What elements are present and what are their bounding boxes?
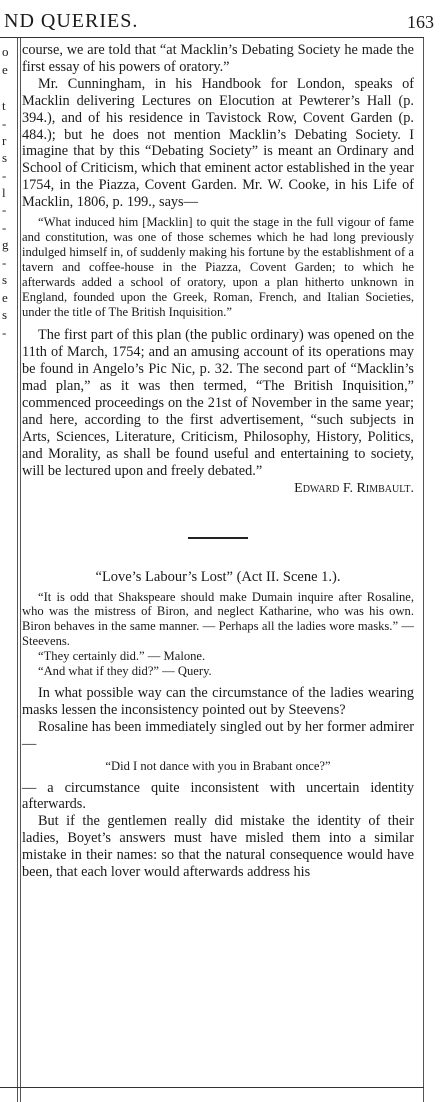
paragraph: Mr. Cunningham, in his Handbook for London, speaks of Macklin delivering Lectures on Elocution at Pewterer’s Hall (p. 394.), and of his residence in Tavistock Row, Covent Garden (p. 484.); but he does not mention Macklin’s Debating Society. I imagine that by this “Debating Society” is meant an Ordinary and School of Criticism, which that eminent actor established in the year 1754, in the Piazza, Covent Garden. Mr. W. Cooke, in his Life of Macklin, 1806, p. 199., says— (22, 75, 414, 211)
column-rule (17, 38, 18, 1102)
article-loves-labours-lost (22, 569, 414, 881)
edge-char: r (2, 133, 7, 148)
edge-char: e (2, 290, 8, 305)
page-header (0, 8, 448, 36)
article-macklin (22, 42, 414, 497)
edge-char: e (2, 62, 8, 77)
edge-char: l (2, 185, 6, 200)
running-head: ND QUERIES. (4, 10, 139, 32)
edge-char: o (2, 44, 9, 59)
page-number: 163 (407, 12, 434, 32)
edge-char: - (2, 116, 7, 131)
header-rule (0, 37, 424, 38)
edge-char: s (2, 307, 8, 322)
edge-char: g (2, 237, 9, 252)
quote-malone: “They certainly did.” — Malone. (38, 649, 206, 664)
edge-char: t (2, 98, 6, 113)
quoted-line: “Did I not dance with you in Brabant once?” (105, 758, 331, 773)
paragraph: In what possible way can the circumstance of the ladies wearing masks lessen the inconsistency pointed out by Steevens? (22, 685, 414, 718)
column-rule-inner (20, 38, 21, 1102)
right-margin-rule (423, 38, 424, 1102)
edge-char: s (2, 272, 8, 287)
signature: Edward F. Rimbault. (294, 480, 414, 496)
paragraph: The first part of this plan (the public ordinary) was opened on the 11th of March, 1754; and an amusing account of its operations may be found in Angelo’s Pic Nic, p. 32. The second part of “Macklin’s mad plan,” as it was then termed, “The British Inquisition,” commenced proceedings on the 21st of November in the same year; and here, according to the first advertisement, “such subjects in Arts, Sciences, Literature, Criticism, Philosophy, History, Politics, and Morality, as shall be found useful and entertaining to society, will be lectured upon and freely debated.” (22, 327, 414, 479)
paragraph: — a circumstance quite inconsistent with uncertain identity afterwards. (22, 779, 414, 813)
quote-steevens: “It is odd that Shakspeare should make Dumain inquire after Rosaline, who was the mistress of Biron, and neglect Katharine, who was his own. Biron behaves in the same manner. — Perhaps all the ladies wore masks.” — Steevens. (22, 589, 414, 649)
edge-char: - (2, 168, 7, 183)
edge-char: s (2, 150, 8, 165)
main-column (22, 42, 414, 881)
block-quote: “What induced him [Macklin] to quit the stage in the full vigour of fame and constitution, was one of those schemes which he had long previously indulged himself in, of suddenly making his fortune by the establishment of a tavern and coffee-house in the Piazza, Covent Garden; to which he afterwards added a school of oratory, upon a plan hitherto unknown in England, founded upon the Greek, Roman, French, and Italian Societies, under the title of The British Inquisition.” (22, 215, 414, 319)
edge-char: - (2, 255, 7, 270)
paragraph: But if the gentlemen really did mistake the identity of their ladies, Boyet’s answers must have misled them into a similar mistake in their names: so that the natural consequence would have been, that each lover would afterwards address his (22, 813, 414, 881)
edge-char: - (2, 220, 7, 235)
edge-char: - (2, 202, 7, 217)
quote-query: “And what if they did?” — Query. (38, 664, 212, 679)
footer-rule (0, 1087, 424, 1088)
article-title: “Love’s Labour’s Lost” (Act II. Scene 1.). (95, 568, 341, 585)
edge-char: - (2, 325, 7, 340)
paragraph: Rosaline has been immediately singled out by her former admirer — (22, 718, 414, 752)
section-divider (188, 537, 248, 539)
paragraph: course, we are told that “at Macklin’s Debating Society he made the first essay of his powers of oratory.” (22, 42, 414, 75)
